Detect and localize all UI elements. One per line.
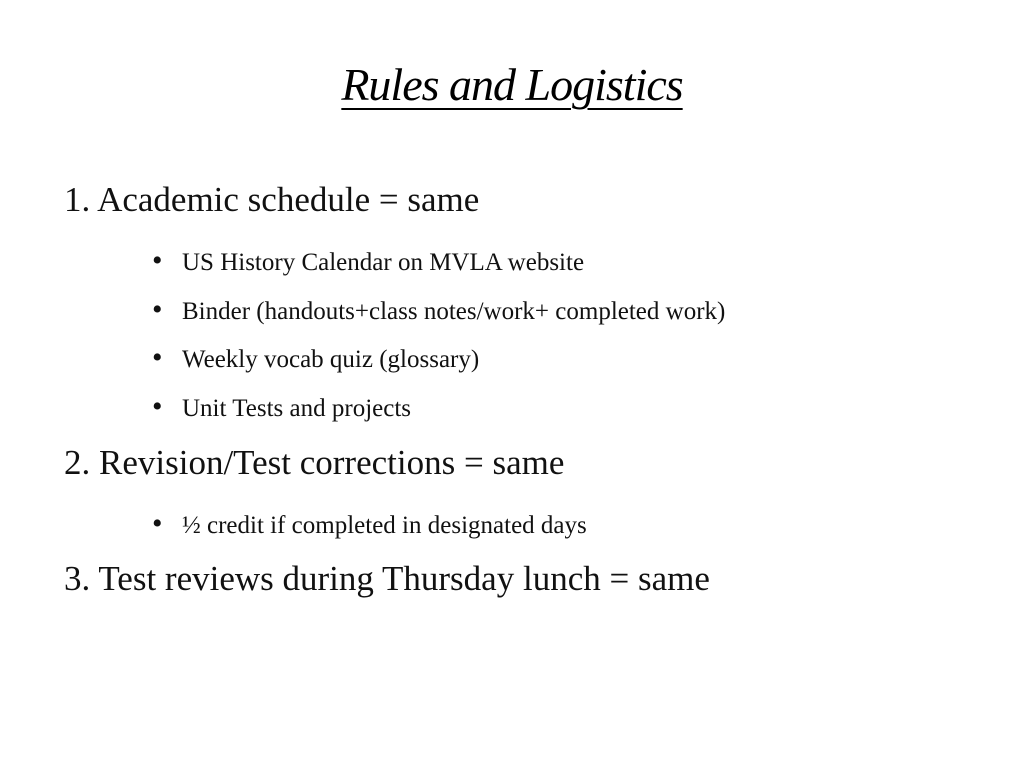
sub-item-binder bbox=[152, 295, 725, 326]
sub-item-half-credit bbox=[152, 509, 587, 540]
sub-item-text: Binder (handouts+class notes/work+ completed work) bbox=[182, 298, 726, 325]
sub-item-text: ½ credit if completed in designated days bbox=[182, 512, 587, 539]
list-item-academic-schedule: 1. Academic schedule = same bbox=[64, 180, 480, 219]
bullet-dot-icon: • bbox=[152, 507, 163, 540]
list-item-test-reviews: 3. Test reviews during Thursday lunch = same bbox=[64, 559, 710, 598]
sub-item-calendar bbox=[152, 246, 584, 277]
bullet-dot-icon: • bbox=[152, 341, 163, 374]
slide-title: Rules and Logistics bbox=[341, 59, 683, 110]
bullet-dot-icon: • bbox=[152, 390, 163, 423]
list-item-revision: 2. Revision/Test corrections = same bbox=[64, 443, 565, 482]
sub-item-text: Unit Tests and projects bbox=[182, 395, 412, 422]
bullet-dot-icon: • bbox=[152, 244, 163, 277]
sub-item-text: Weekly vocab quiz (glossary) bbox=[182, 346, 480, 373]
bullet-dot-icon: • bbox=[152, 293, 163, 326]
sub-item-text: US History Calendar on MVLA website bbox=[182, 249, 585, 276]
sub-item-vocab-quiz bbox=[152, 343, 479, 374]
sub-item-unit-tests bbox=[152, 392, 411, 423]
